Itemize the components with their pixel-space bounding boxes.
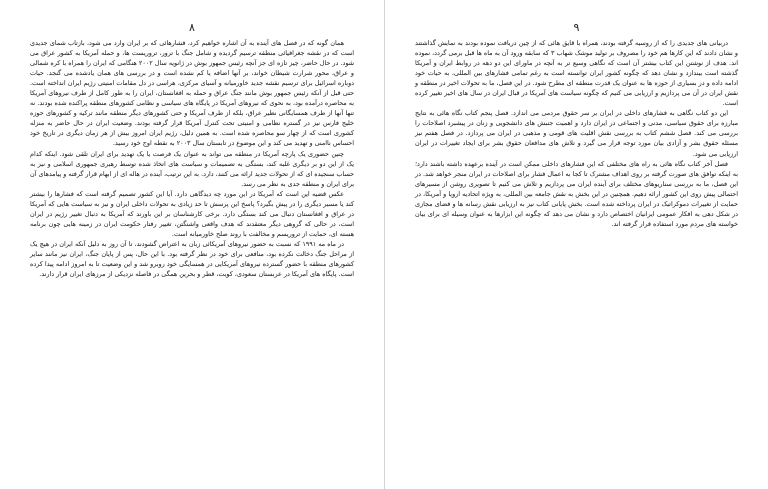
right-paragraph-3: فصل آخر کتاب نگاه هائی به راه های مختلفی که این فشارهای داخلی ممکن است در آینده برعهده داشته باشند دارد؛ به اینکه توافق های صورت گرفته بر روی اهداف مشترک تا کجا به اعمال فشار برای اصلاحات در ایران منجر خواهد شد. در این فصل، ما به بررسی سناریوهای مختلف برای آینده ایران می پردازیم و تلاش می کنیم تا تصویری روشن از مسیرهای احتمالی پیش روی این کشور ارائه دهیم. همچنین در این بخش به نقش جامعه بین المللی، به ویژه اتحادیه اروپا و آمریکا، در حمایت از تغییرات دموکراتیک در ایران پرداخته شده است. بخش پایانی کتاب نیز به ارزیابی نقش رسانه ها و فضای مجازی در شکل دهی به افکار عمومی ایرانیان اختصاص دارد و نشان می دهد که چگونه این ابزارها به عنوان وسیله ای برای بیان خواسته های مردم مورد استفاده قرار گرفته اند. [415,159,738,228]
left-paragraph-2: چنین حضوری یک پارچه آمریکا در منطقه می تواند به عنوان یک فرصت یا یک تهدید برای ایران تلقی شود. اینکه کدام یک از این دو بر دیگری غلبه کند، بستگی به تصمیمات و سیاست های اتخاذ شده توسط رهبری جمهوری اسلامی و نیز به حساب سنجیده ای که از تحولات جدید ارائه می کنند، دارد. به این ترتیب، آینده در هاله ای از ابهام قرار گرفته و پیامدهای آن برای ایران و منطقه جدی به نظر می رسد. [30,149,354,188]
left-paragraph-4: در ماه مه ۱۹۹۱ که نسبت به حضور نیروهای آمریکائی زبان به اعتراض گشودند، تا آن روز به دلیل آنکه ایران در هیچ یک از مراحل جنگ دخالت نکرده بود، منافعی برای خود در نظر گرفته بود. با این حال، پس از پایان جنگ، ایران نیز مانند سایر کشورهای منطقه با حضور گسترده نیروهای آمریکایی در همسایگی خود روبرو شد و این وضعیت تا به امروز ادامه پیدا کرده است. پایگاه های آمریکا در عربستان سعودی، کویت، قطر و بحرین همگی در فاصله نزدیکی از مرزهای ایران قرار دارند. [30,239,354,279]
left-paragraph-3: عکس قضیه این است که آمریکا در این مورد چه دیدگاهی دارد. آیا این کشور تصمیم گرفته است که فشارها را بیشتر کند یا مسیر دیگری را در پیش بگیرد؟ پاسخ این پرسش تا حد زیادی به تحولات داخلی ایران و نیز به سیاست هایی که آمریکا در عراق و افغانستان دنبال می کند بستگی دارد. برخی کارشناسان بر این باورند که آمریکا به دنبال تغییر رژیم در ایران است، در حالی که گروهی دیگر معتقدند که هدف واقعی واشنگتن، تغییر رفتار حکومت ایران در زمینه هایی چون برنامه هسته ای، حمایت از تروریسم و مخالفت با روند صلح خاورمیانه است. [30,189,354,238]
right-page [384,0,768,489]
right-paragraph-1: دربیانی های جدیدی را که از روسیه گرفته بودند، همراه با قایق هائی که از چین دریافت نموده بودند به نمایش گذاشتند و نشان دادند که این کارها هم خود را مصروف بر تولید موشک شهاب ۳ که سابقه ورود آن به ماه ها قبل برمی گردد، نموده اند. هدف از نوشتن این کتاب بیشتر آن است که نگاهی وسیع تر به آنچه در ماورای این دو دهه در روابط ایران و آمریکا گذشته است بیندازد و نشان دهد که چگونه کشور ایران توانسته است به رغم تمامی فشارهای بین المللی، به حیات خود ادامه داده و در بسیاری از حوزه ها به عنوان یک قدرت منطقه ای مطرح شود. در این فصل، ما به تحولات اخیر در منطقه و نقش ایران در آن می پردازیم و ارزیابی می کنیم که چگونه سیاست های آمریکا در قبال ایران در سال های اخیر تغییر کرده است. [415,39,738,108]
right-paragraph-2: این دو کتاب نگاهی به فشارهای داخلی در ایران بر سر حقوق مردمی می اندازد. فصل پنجم کتاب نگاه هائی به نتایج مبارزه برای حقوق سیاسی، مدنی و اجتماعی در ایران دارد و اهمیت جنبش های دانشجویی و زنان در پیشبرد اصلاحات را بررسی می کند. فصل ششم کتاب به بررسی نقش اقلیت های قومی و مذهبی در ایران می پردازد. در فصل هفتم نیز مسئله حقوق بشر و آزادی بیان مورد توجه قرار می گیرد و تلاش های مدافعان حقوق بشر برای ایجاد تغییرات در ایران ارزیابی می شود. [415,109,738,158]
left-page-body [30,38,354,279]
page-number-left: ۸ [189,21,195,34]
page-number-right: ۹ [573,21,580,34]
right-page-body [415,38,738,229]
left-paragraph-1: همان گونه که در فصل های آینده به آن اشاره خواهیم کرد، فشارهائی که بر ایران وارد می شود، بازتاب شمای جدیدی است که در نقشه جغرافیائی منطقه ترسیم گردیده و شامل جنگ با ترور، تروریست ها، و حمله آمریکا به کشور عراق می شود. در حال حاضر، چیز تازه ای جز آنچه رئیس جمهور بوش در ژانویه سال ۲۰۰۲ هنگامی که ایران را همراه با کره شمالی و عراق، محور شرارت شیطان خواند، بر آنها اضافه یا کم نشده است و در بررسی های همان یادشده می گنجد. حیات دوباره اسرائیل برای ترسیم نقشه جدید خاورمیانه و آسیای مرکزی، هراسی در دل مقامات امنیتی رژیم ایران انداخته است. حتی قبل از آنکه رئیس جمهور بوش مانند جنگ عراق و حمله به افغانستان، ایران را به طور کامل از طرف نیروهای آمریکا به محاصره درآمده بود، به نحوی که نیروهای آمریکا در پایگاه های سیاسی و نظامی کشورهای منطقه پراکنده شده بودند. نه تنها آنها از طرف همسایگانی نظیر عراق، بلکه از طرف آمریکا و حتی کشورهای دیگر منطقه مانند ترکیه و کشورهای حوزه خلیج فارس نیز در گستره نظامی و امنیتی تحت کنترل آمریکا قرار گرفته بودند. وضعیت ایران در حال حاضر به منزله کشوری است که از چهار سو محاصره شده است. به همین دلیل، رژیم ایران امروز بیش از هر زمان دیگری در تاریخ خود احساس ناامنی و تهدید می کند و این موضوع در تابستان سال ۲۰۰۳ به نقطه اوج خود رسید. [30,39,354,148]
